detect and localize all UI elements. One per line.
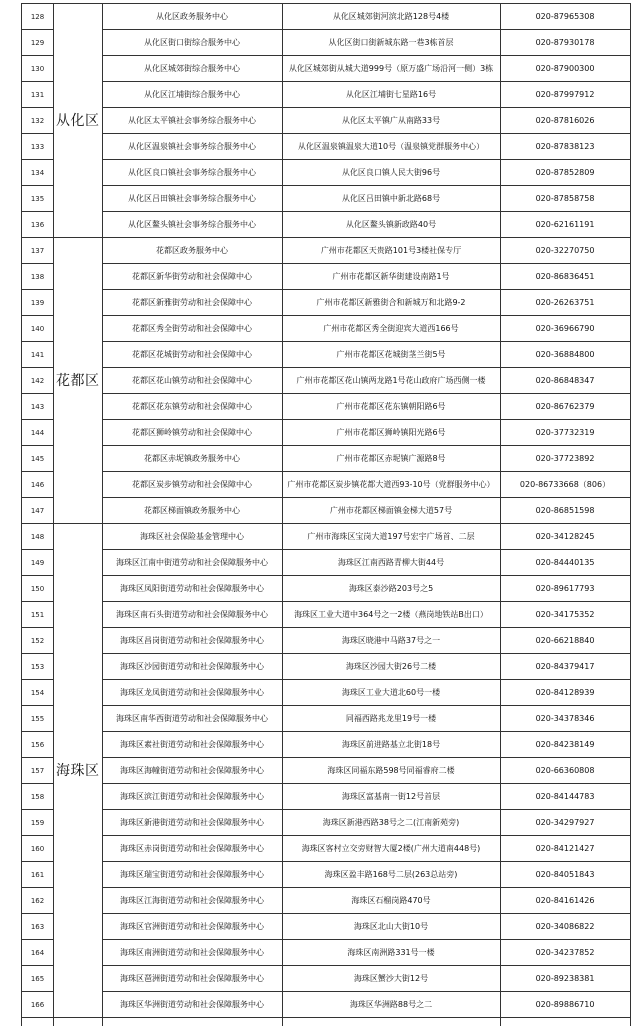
center-address: 广州市花都区花山镇两龙路1号花山政府广场西侧一楼 <box>282 368 500 394</box>
row-number: 154 <box>22 680 54 706</box>
row-number: 144 <box>22 420 54 446</box>
table-row <box>22 888 631 914</box>
center-address: 广州市花都区赤坭镇广源路8号 <box>282 446 500 472</box>
center-address: 海珠区石榴岗路470号 <box>282 888 500 914</box>
table-row <box>22 758 631 784</box>
center-name: 海珠区琶洲街道劳动和社会保障服务中心 <box>102 966 282 992</box>
center-name: 从化区政务服务中心 <box>102 4 282 30</box>
service-center-table <box>21 3 631 1026</box>
table-row <box>22 186 631 212</box>
center-name: 从化区吕田镇社会事务综合服务中心 <box>102 186 282 212</box>
center-phone: 020-86762379 <box>500 394 630 420</box>
row-number: 136 <box>22 212 54 238</box>
table-row <box>22 420 631 446</box>
table-row <box>22 836 631 862</box>
center-phone: 020-34297927 <box>500 810 630 836</box>
center-name: 海珠区素社街道劳动和社会保障服务中心 <box>102 732 282 758</box>
table-row <box>22 680 631 706</box>
center-phone: 020-84379417 <box>500 654 630 680</box>
center-address: 从化区温泉镇温泉大道10号（温泉镇党群服务中心） <box>282 134 500 160</box>
empty-cell <box>282 1018 500 1027</box>
center-name: 从化区良口镇社会事务综合服务中心 <box>102 160 282 186</box>
empty-cell <box>102 1018 282 1027</box>
center-address: 海珠区客村立交旁财智大厦2楼(广州大道南448号) <box>282 836 500 862</box>
table-row <box>22 394 631 420</box>
center-name: 从化区鳌头镇社会事务综合服务中心 <box>102 212 282 238</box>
table-row <box>22 940 631 966</box>
center-name: 海珠区南石头街道劳动和社会保障服务中心 <box>102 602 282 628</box>
center-address: 海珠区富基南一街12号首层 <box>282 784 500 810</box>
center-phone: 020-37723892 <box>500 446 630 472</box>
center-phone: 020-66360808 <box>500 758 630 784</box>
center-name: 海珠区官洲街道劳动和社会保障服务中心 <box>102 914 282 940</box>
center-address: 海珠区盈丰路168号二层(263总站旁) <box>282 862 500 888</box>
center-phone: 020-87930178 <box>500 30 630 56</box>
center-address: 从化区吕田镇中新北路68号 <box>282 186 500 212</box>
center-name: 花都区政务服务中心 <box>102 238 282 264</box>
row-number: 161 <box>22 862 54 888</box>
center-address: 广州市花都区天贵路101号3楼社保专厅 <box>282 238 500 264</box>
center-address: 海珠区南洲路331号一楼 <box>282 940 500 966</box>
row-number: 147 <box>22 498 54 524</box>
center-address: 广州市海珠区宝岗大道197号宏宇广场首、二层 <box>282 524 500 550</box>
row-number: 166 <box>22 992 54 1018</box>
center-phone: 020-84144783 <box>500 784 630 810</box>
center-phone: 020-87858758 <box>500 186 630 212</box>
row-number: 138 <box>22 264 54 290</box>
table-row <box>22 472 631 498</box>
table-row <box>22 602 631 628</box>
district-cell: 海珠区 <box>54 524 103 1018</box>
row-number: 150 <box>22 576 54 602</box>
center-phone: 020-87965308 <box>500 4 630 30</box>
table-row <box>22 524 631 550</box>
row-number: 132 <box>22 108 54 134</box>
center-phone: 020-34378346 <box>500 706 630 732</box>
table-row <box>22 56 631 82</box>
row-number: 129 <box>22 30 54 56</box>
row-number: 159 <box>22 810 54 836</box>
row-number: 158 <box>22 784 54 810</box>
center-name: 花都区新华街劳动和社会保障中心 <box>102 264 282 290</box>
row-number: 151 <box>22 602 54 628</box>
center-phone: 020-84051843 <box>500 862 630 888</box>
center-phone: 020-87997912 <box>500 82 630 108</box>
center-name: 从化区江埔街综合服务中心 <box>102 82 282 108</box>
center-address: 海珠区沙园大街26号二楼 <box>282 654 500 680</box>
center-name: 海珠区滨江街道劳动和社会保障服务中心 <box>102 784 282 810</box>
table-row <box>22 238 631 264</box>
table-row <box>22 316 631 342</box>
center-address: 海珠区工业大道中364号之一2楼（燕岗地铁站B出口） <box>282 602 500 628</box>
empty-cell <box>22 1018 54 1027</box>
center-address: 广州市花都区新华街建设南路1号 <box>282 264 500 290</box>
center-name: 海珠区江南中街道劳动和社会保障服务中心 <box>102 550 282 576</box>
center-name: 从化区太平镇社会事务综合服务中心 <box>102 108 282 134</box>
center-address: 海珠区晓港中马路37号之一 <box>282 628 500 654</box>
row-number: 130 <box>22 56 54 82</box>
center-phone: 020-89238381 <box>500 966 630 992</box>
center-phone: 020-34086822 <box>500 914 630 940</box>
table-row <box>22 342 631 368</box>
table-row <box>22 732 631 758</box>
center-name: 花都区花东镇劳动和社会保障中心 <box>102 394 282 420</box>
row-number: 149 <box>22 550 54 576</box>
center-phone: 020-84238149 <box>500 732 630 758</box>
center-name: 海珠区华洲街道劳动和社会保障服务中心 <box>102 992 282 1018</box>
table-row <box>22 290 631 316</box>
table-row <box>22 706 631 732</box>
center-name: 海珠区昌岗街道劳动和社会保障服务中心 <box>102 628 282 654</box>
empty-cell <box>500 1018 630 1027</box>
row-number: 157 <box>22 758 54 784</box>
center-address: 广州市花都区梯面镇金梯大道57号 <box>282 498 500 524</box>
center-phone: 020-87900300 <box>500 56 630 82</box>
center-phone: 020-86733668（806） <box>500 472 630 498</box>
table-body <box>22 4 631 1027</box>
center-address: 从化区城郊街河滨北路128号4楼 <box>282 4 500 30</box>
row-number: 141 <box>22 342 54 368</box>
center-address: 从化区太平镇广从南路33号 <box>282 108 500 134</box>
center-name: 花都区赤坭镇政务服务中心 <box>102 446 282 472</box>
row-number: 135 <box>22 186 54 212</box>
center-address: 海珠区华洲路88号之二 <box>282 992 500 1018</box>
center-phone: 020-34128245 <box>500 524 630 550</box>
table-row <box>22 576 631 602</box>
center-phone: 020-34175352 <box>500 602 630 628</box>
center-phone: 020-37732319 <box>500 420 630 446</box>
row-number: 134 <box>22 160 54 186</box>
row-number: 155 <box>22 706 54 732</box>
center-address: 广州市花都区秀全街迎宾大道西166号 <box>282 316 500 342</box>
table-row <box>22 784 631 810</box>
center-phone: 020-84161426 <box>500 888 630 914</box>
center-address: 广州市花都区炭步镇花都大道西93-10号（党群服务中心） <box>282 472 500 498</box>
row-number: 145 <box>22 446 54 472</box>
row-number: 133 <box>22 134 54 160</box>
row-number: 152 <box>22 628 54 654</box>
table-row <box>22 862 631 888</box>
center-phone: 020-66218840 <box>500 628 630 654</box>
district-cell: 从化区 <box>54 4 103 238</box>
table-row <box>22 550 631 576</box>
center-address: 海珠区前进路基立北街18号 <box>282 732 500 758</box>
center-phone: 020-36884800 <box>500 342 630 368</box>
center-name: 海珠区赤岗街道劳动和社会保障服务中心 <box>102 836 282 862</box>
row-number: 146 <box>22 472 54 498</box>
center-address: 从化区江埔街七星路16号 <box>282 82 500 108</box>
row-number: 162 <box>22 888 54 914</box>
center-name: 花都区炭步镇劳动和社会保障中心 <box>102 472 282 498</box>
table-row <box>22 368 631 394</box>
row-number: 160 <box>22 836 54 862</box>
row-number: 140 <box>22 316 54 342</box>
table-row <box>22 914 631 940</box>
row-number: 139 <box>22 290 54 316</box>
center-phone: 020-84121427 <box>500 836 630 862</box>
center-address: 海珠区北山大街10号 <box>282 914 500 940</box>
row-number: 142 <box>22 368 54 394</box>
center-name: 海珠区南华西街道劳动和社会保障服务中心 <box>102 706 282 732</box>
center-name: 花都区花山镇劳动和社会保障中心 <box>102 368 282 394</box>
row-number: 131 <box>22 82 54 108</box>
center-phone: 020-84128939 <box>500 680 630 706</box>
center-address: 海珠区工业大道北60号一楼 <box>282 680 500 706</box>
center-phone: 020-86836451 <box>500 264 630 290</box>
center-name: 海珠区南洲街道劳动和社会保障服务中心 <box>102 940 282 966</box>
table-row <box>22 654 631 680</box>
center-address: 广州市花都区新雅街合和新城万和北路9-2 <box>282 290 500 316</box>
center-phone: 020-26263751 <box>500 290 630 316</box>
center-phone: 020-87838123 <box>500 134 630 160</box>
center-name: 花都区狮岭镇劳动和社会保障中心 <box>102 420 282 446</box>
center-address: 广州市花都区花东镇朝阳路6号 <box>282 394 500 420</box>
center-name: 海珠区瑞宝街道劳动和社会保障服务中心 <box>102 862 282 888</box>
table-row <box>22 446 631 472</box>
center-phone: 020-89617793 <box>500 576 630 602</box>
center-name: 海珠区新港街道劳动和社会保障服务中心 <box>102 810 282 836</box>
table-row <box>22 108 631 134</box>
center-address: 海珠区蟹沙大街12号 <box>282 966 500 992</box>
center-address: 同福西路兆龙里19号一楼 <box>282 706 500 732</box>
center-name: 从化区街口街综合服务中心 <box>102 30 282 56</box>
row-number: 164 <box>22 940 54 966</box>
empty-cell <box>54 1018 103 1027</box>
center-name: 海珠区社会保险基金管理中心 <box>102 524 282 550</box>
table-row <box>22 134 631 160</box>
center-address: 从化区城郊街从城大道999号（原万盛广场沿河一侧）3栋 <box>282 56 500 82</box>
table-row <box>22 160 631 186</box>
table-row-partial <box>22 1018 631 1027</box>
table-row <box>22 966 631 992</box>
center-address: 海珠区同福东路598号同福睿府二楼 <box>282 758 500 784</box>
center-address: 从化区鳌头镇新政路40号 <box>282 212 500 238</box>
table-row <box>22 4 631 30</box>
table-row <box>22 212 631 238</box>
center-phone: 020-87816026 <box>500 108 630 134</box>
center-name: 花都区梯面镇政务服务中心 <box>102 498 282 524</box>
center-phone: 020-87852809 <box>500 160 630 186</box>
center-name: 花都区花城街劳动和社会保障中心 <box>102 342 282 368</box>
row-number: 153 <box>22 654 54 680</box>
center-phone: 020-89886710 <box>500 992 630 1018</box>
center-name: 从化区城郊街综合服务中心 <box>102 56 282 82</box>
table-row <box>22 992 631 1018</box>
center-phone: 020-34237852 <box>500 940 630 966</box>
center-address: 海珠区泰沙路203号之5 <box>282 576 500 602</box>
center-phone: 020-32270750 <box>500 238 630 264</box>
center-name: 从化区温泉镇社会事务综合服务中心 <box>102 134 282 160</box>
center-phone: 020-86851598 <box>500 498 630 524</box>
center-name: 海珠区凤阳街道劳动和社会保障服务中心 <box>102 576 282 602</box>
row-number: 148 <box>22 524 54 550</box>
row-number: 128 <box>22 4 54 30</box>
row-number: 165 <box>22 966 54 992</box>
district-cell: 花都区 <box>54 238 103 524</box>
row-number: 143 <box>22 394 54 420</box>
center-name: 海珠区沙园街道劳动和社会保障服务中心 <box>102 654 282 680</box>
center-phone: 020-62161191 <box>500 212 630 238</box>
center-phone: 020-84440135 <box>500 550 630 576</box>
center-name: 海珠区龙凤街道劳动和社会保障服务中心 <box>102 680 282 706</box>
row-number: 137 <box>22 238 54 264</box>
center-phone: 020-86848347 <box>500 368 630 394</box>
table-row <box>22 628 631 654</box>
center-address: 海珠区江南西路青柳大街44号 <box>282 550 500 576</box>
table-row <box>22 498 631 524</box>
center-name: 花都区秀全街劳动和社会保障中心 <box>102 316 282 342</box>
row-number: 163 <box>22 914 54 940</box>
center-name: 海珠区江海街道劳动和社会保障服务中心 <box>102 888 282 914</box>
center-name: 海珠区海幢街道劳动和社会保障服务中心 <box>102 758 282 784</box>
table-row <box>22 810 631 836</box>
center-address: 从化区街口街新城东路一巷3栋首层 <box>282 30 500 56</box>
center-address: 海珠区新港西路38号之二(江南新苑旁) <box>282 810 500 836</box>
center-address: 广州市花都区花城街茎兰街5号 <box>282 342 500 368</box>
row-number: 156 <box>22 732 54 758</box>
table-row <box>22 82 631 108</box>
table-row <box>22 30 631 56</box>
center-name: 花都区新雅街劳动和社会保障中心 <box>102 290 282 316</box>
center-address: 从化区良口镇人民大街96号 <box>282 160 500 186</box>
center-phone: 020-36966790 <box>500 316 630 342</box>
table-row <box>22 264 631 290</box>
center-address: 广州市花都区狮岭镇阳光路6号 <box>282 420 500 446</box>
